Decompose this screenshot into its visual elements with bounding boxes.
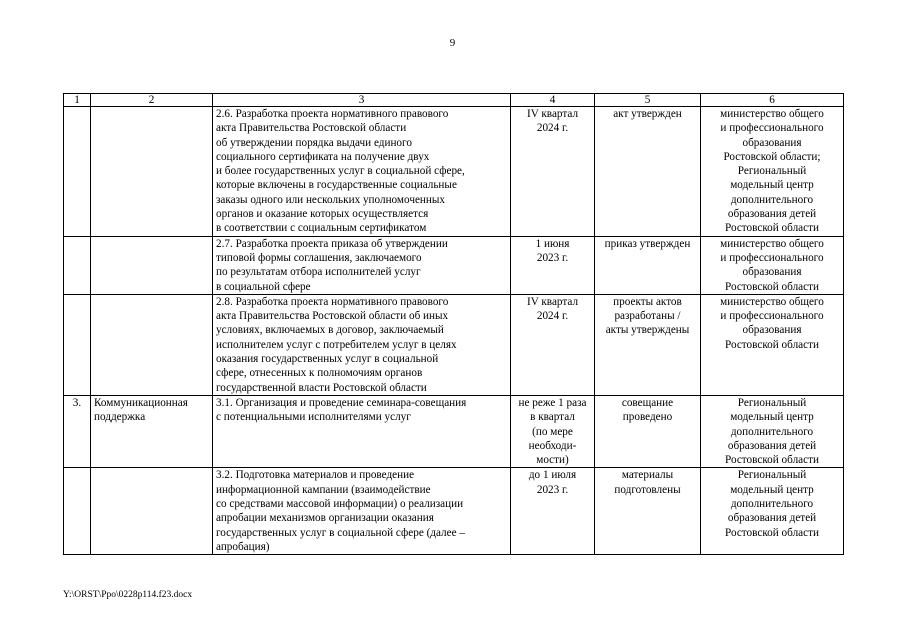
responsible-cell (701, 107, 844, 237)
activity-line: оказания государственных услуг в социальной (216, 353, 439, 366)
area-line: поддержка (94, 411, 146, 424)
activity-line: 2.7. Разработка проекта приказа об утверждении (216, 237, 448, 250)
responsible-line: модельный центр (730, 411, 814, 424)
result-line: приказ утвержден (604, 237, 691, 250)
activity-line: социального сертификата на получение двух (216, 150, 430, 163)
responsible-line: Региональный (737, 396, 807, 409)
responsible-cell (701, 395, 844, 467)
activity-line: об утверждении порядка выдачи единого (216, 136, 412, 149)
responsible-line: Ростовской области (725, 526, 819, 539)
activity-cell (213, 236, 511, 294)
deadline-line: 1 июня (535, 237, 570, 250)
responsible-line: образования (742, 136, 802, 149)
responsible-line: образования детей (727, 512, 817, 525)
activity-line: 2.6. Разработка проекта нормативного правового (216, 108, 449, 120)
result-cell (595, 107, 701, 237)
item-number-cell (64, 236, 91, 294)
table-row (64, 236, 844, 294)
activity-line: акта Правительства Ростовской области (216, 122, 407, 135)
activity-line: исполнителем услуг с потребителем услуг в целях (216, 338, 457, 351)
responsible-line: дополнительного (730, 193, 814, 206)
activity-line: заказы одного или нескольких уполномоченных (216, 193, 445, 206)
area-cell (91, 107, 213, 237)
responsible-line: и профессионального (720, 122, 824, 135)
result-line: акты утверждены (605, 324, 690, 337)
result-line: проекты актов (613, 295, 682, 308)
activity-line: сфере, отнесенных к полномочиям органов (216, 367, 423, 380)
deadline-line: 2024 г. (536, 122, 569, 135)
column-header-4: 4 (511, 94, 595, 107)
column-header-1: 1 (64, 94, 91, 107)
deadline-line: (по мере (532, 425, 573, 438)
activity-cell (213, 468, 511, 555)
activity-line: 2.8. Разработка проекта нормативного правового (216, 295, 449, 308)
item-number-cell (64, 468, 91, 555)
deadline-line: до 1 июля (528, 469, 577, 482)
activity-line: в социальной сфере (216, 280, 311, 293)
activity-line: в соответствии с социальным сертификатом (216, 222, 427, 235)
result-cell (595, 468, 701, 555)
page-number: 9 (449, 37, 456, 49)
activity-line: апробации механизмов организации оказания (216, 512, 434, 525)
responsible-line: дополнительного (730, 498, 814, 511)
responsible-line: модельный центр (730, 483, 814, 496)
table-row (64, 468, 844, 555)
document-file-path: Y:\ORST\Ppo\0228p114.f23.docx (63, 590, 193, 600)
responsible-line: образования (742, 266, 802, 279)
deadline-cell (511, 395, 595, 467)
activity-cell (213, 395, 511, 467)
activity-line: с потенциальными исполнителями услуг (216, 411, 411, 424)
result-cell (595, 236, 701, 294)
activity-line: органов и оказание которых осуществляется (216, 208, 429, 221)
responsible-line: Ростовской области (725, 222, 819, 235)
activity-line: акта Правительства Ростовской области об иных (216, 310, 449, 323)
plan-table (63, 93, 844, 555)
responsible-line: образования детей (727, 208, 817, 221)
responsible-line: модельный центр (730, 179, 814, 192)
area-line: Коммуникационная (94, 396, 188, 409)
responsible-line: Региональный (737, 469, 807, 482)
activity-line: со средствами массовой информации) о реализации (216, 498, 464, 511)
responsible-line: Ростовской области; (723, 150, 821, 163)
deadline-line: необходи- (528, 439, 577, 452)
responsible-cell (701, 294, 844, 395)
activity-line: информационной кампании (взаимодействие (216, 483, 431, 496)
result-line: проведено (622, 411, 673, 424)
result-cell (595, 294, 701, 395)
activity-line: государственной власти Ростовской области (216, 381, 427, 394)
column-header-2: 2 (91, 94, 213, 107)
deadline-cell (511, 294, 595, 395)
deadline-line: 2023 г. (536, 251, 569, 264)
column-header-3: 3 (213, 94, 511, 107)
item-number-cell: 3. (64, 395, 91, 467)
activity-cell (213, 294, 511, 395)
area-cell (91, 236, 213, 294)
result-line: акт утвержден (613, 108, 682, 120)
result-line: материалы (621, 469, 674, 482)
activity-cell (213, 107, 511, 237)
table-header-row (64, 94, 844, 107)
responsible-line: Ростовской области (725, 338, 819, 351)
table-row (64, 395, 844, 467)
column-header-6: 6 (701, 94, 844, 107)
table-row (64, 294, 844, 395)
activity-line: условиях, включаемых в договор, заключаемый (216, 324, 444, 337)
responsible-cell (701, 468, 844, 555)
responsible-line: образования (742, 324, 802, 337)
item-number-cell (64, 294, 91, 395)
area-cell (91, 294, 213, 395)
activity-line: типовой формы соглашения, заключаемого (216, 251, 422, 264)
result-cell (595, 395, 701, 467)
result-line: подготовлены (614, 483, 681, 496)
responsible-line: Ростовской области (725, 454, 819, 467)
column-header-5: 5 (595, 94, 701, 107)
deadline-line: мости) (536, 454, 569, 467)
area-cell (91, 395, 213, 467)
responsible-line: дополнительного (730, 425, 814, 438)
activity-line: апробация) (216, 540, 270, 553)
deadline-line: IV квартал (526, 108, 579, 120)
deadline-line: в квартал (530, 411, 575, 424)
activity-line: 3.1. Организация и проведение семинара-совещания (216, 396, 467, 409)
responsible-line: Ростовской области (725, 280, 819, 293)
area-cell (91, 468, 213, 555)
deadline-line: 2024 г. (536, 310, 569, 323)
deadline-cell (511, 236, 595, 294)
table-row (64, 107, 844, 237)
responsible-line: министерство общего (720, 237, 824, 250)
deadline-line: 2023 г. (536, 483, 569, 496)
deadline-line: IV квартал (526, 295, 579, 308)
responsible-line: Региональный (737, 165, 807, 178)
responsible-line: образования детей (727, 439, 817, 452)
responsible-line: министерство общего (720, 108, 824, 120)
responsible-line: и профессионального (720, 251, 824, 264)
responsible-line: и профессионального (720, 310, 824, 323)
result-line: разработаны / (614, 310, 681, 323)
deadline-line: не реже 1 раза (518, 396, 587, 409)
activity-line: 3.2. Подготовка материалов и проведение (216, 469, 415, 482)
item-number-cell (64, 107, 91, 237)
activity-line: по результатам отбора исполнителей услуг (216, 266, 421, 279)
activity-line: и более государственных услуг в социальной сфере, (216, 165, 465, 178)
activity-line: которые включены в государственные социальные (216, 179, 457, 192)
responsible-cell (701, 236, 844, 294)
deadline-cell (511, 107, 595, 237)
result-line: совещание (621, 396, 674, 409)
deadline-cell (511, 468, 595, 555)
activity-line: государственных услуг в социальной сфере (далее – (216, 526, 465, 539)
responsible-line: министерство общего (720, 295, 824, 308)
